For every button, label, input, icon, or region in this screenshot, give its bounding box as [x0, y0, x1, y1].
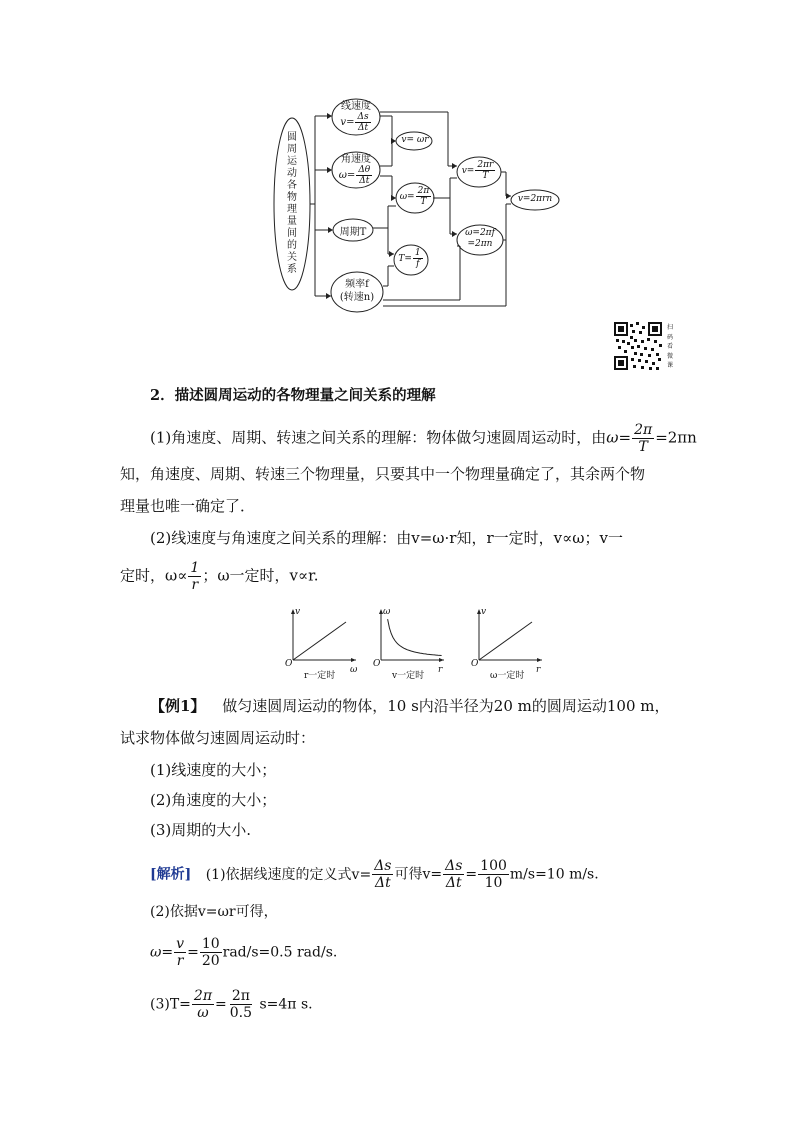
s1-pre: (1)依据线速度的定义式v= — [205, 866, 372, 883]
linear-velocity-label: 线速度 — [341, 101, 371, 112]
graph-2 — [372, 606, 452, 684]
frac-num: 1 — [190, 560, 200, 576]
question-1: (1)线速度的大小； — [150, 761, 277, 779]
s1-eq: = — [465, 866, 478, 883]
T-1-over-f — [394, 248, 428, 269]
p1-text: (1)角速度、周期、转速之间关系的理解：物体做匀速圆周运动时，由 — [150, 428, 607, 447]
y-label: ω — [383, 607, 391, 617]
vertical-title-char: 物 — [287, 192, 297, 203]
frac-den: r — [191, 577, 199, 593]
frac-num: v — [176, 936, 185, 952]
vertical-title-char: 理 — [287, 204, 297, 215]
p2-post: ；ω一定时，v∝r. — [202, 566, 319, 585]
frequency-node — [333, 278, 381, 304]
s3-eq: = — [215, 996, 227, 1013]
frac-den: T — [638, 439, 648, 455]
vertical-title-char: 量 — [287, 216, 297, 227]
x-label: ω — [350, 665, 358, 675]
frac-den: 0.5 — [229, 1005, 253, 1021]
qr-caption-char: 码 — [666, 333, 673, 341]
origin-label: O — [285, 659, 293, 669]
frac-num: 2π — [634, 422, 653, 438]
qr-code-image — [614, 322, 662, 370]
vertical-title-char: 间 — [287, 228, 297, 239]
vertical-title-char: 系 — [287, 264, 297, 275]
y-label: v — [481, 607, 487, 617]
frac-num: Δs — [357, 112, 369, 122]
x-label: r — [438, 665, 443, 675]
s3-pre: (3)T= — [150, 996, 191, 1013]
vertical-title-char: 运 — [287, 156, 297, 167]
rotation-speed-label: (转速n) — [339, 292, 375, 303]
paragraph-1-line-1 — [150, 422, 697, 455]
solution-line-3 — [150, 936, 337, 969]
paragraph-2-line-1: (2)线速度与角速度之间关系的理解：由v=ω·r知，r一定时，v∝ω；v一 — [150, 529, 623, 547]
example-text-1: 做匀速圆周运动的物体，10 s内沿半径为20 m的圆周运动100 m， — [222, 697, 670, 715]
frac-den: Δt — [359, 176, 370, 186]
s2b-eq: = — [187, 944, 199, 961]
question-2: (2)角速度的大小； — [150, 791, 277, 809]
paragraph-1-line-2: 知，角速度、周期、转速三个物理量，只要其中一个物理量确定了，其余两个物 — [120, 465, 646, 483]
angular-velocity-label: 角速度 — [341, 154, 371, 165]
solution-line-2: (2)依据v=ωr可得， — [150, 904, 278, 920]
example-tag: 【例1】 — [150, 697, 206, 715]
qr-caption-char: 微 — [666, 352, 673, 360]
frac-num: 2πr — [477, 160, 494, 170]
angular-velocity-node — [334, 154, 378, 186]
frac-num: 100 — [480, 858, 507, 874]
frac-den: 20 — [201, 953, 220, 969]
s1-tail: m/s=10 m/s. — [509, 866, 599, 883]
x-axis-arrow — [439, 658, 444, 662]
frac-den: Δt — [357, 123, 369, 133]
graph-caption: v一定时 — [392, 671, 425, 681]
qr-code[interactable] — [614, 322, 662, 370]
vertical-title-char: 动 — [287, 168, 297, 179]
frac-den: r — [176, 953, 184, 969]
frac-den: Δt — [374, 875, 391, 891]
frac-den: T — [482, 171, 489, 181]
v-2pirn: v=2πrn — [517, 194, 553, 204]
qr-caption-char: 看 — [666, 343, 673, 350]
qr-caption-char: 扫 — [666, 324, 673, 331]
p1-omega: ω= — [606, 428, 632, 447]
qr-caption — [665, 323, 675, 371]
x-axis-arrow — [351, 658, 356, 662]
frac-den: 10 — [484, 875, 503, 891]
vertical-title-char: 周 — [287, 144, 297, 155]
v-2pir-over-T — [457, 160, 501, 181]
origin-label: O — [471, 659, 479, 669]
y-label: v — [295, 607, 301, 617]
vertical-title-char: 的 — [287, 240, 297, 251]
graph-caption: ω一定时 — [490, 671, 525, 681]
angular-velocity-lhs: ω= — [338, 170, 356, 181]
x-axis-arrow — [537, 658, 542, 662]
s2b-tail: rad/s=0.5 rad/s. — [222, 944, 338, 961]
solution-line-1 — [150, 858, 599, 891]
curve — [388, 619, 442, 655]
x-label: r — [536, 665, 541, 675]
lhs: T= — [398, 253, 412, 264]
solution-line-4 — [150, 988, 313, 1021]
s2b-pre: ω= — [150, 944, 174, 961]
line2: =2πn — [467, 239, 493, 249]
origin-label: O — [373, 659, 381, 669]
frac-num: Δs — [374, 858, 392, 874]
graph-3 — [470, 606, 550, 684]
diagram-labels — [270, 94, 590, 316]
graph-1 — [284, 606, 364, 684]
frac-den: Δt — [445, 875, 462, 891]
frac-num: 2π — [417, 186, 430, 196]
line — [479, 622, 532, 660]
w-2pi-over-T — [397, 186, 435, 207]
s1-mid: 可得v= — [394, 866, 443, 883]
v-eq-wr: v= ωr — [401, 135, 429, 145]
example-line-2: 试求物体做匀速圆周运动时： — [120, 729, 316, 747]
vertical-title-char: 圆 — [287, 132, 297, 143]
linear-velocity-lhs: v= — [340, 117, 355, 128]
s3-tail: s=4π s. — [255, 996, 313, 1013]
qr-caption-char: 课 — [666, 362, 673, 369]
p2-pre: 定时，ω∝ — [120, 566, 188, 585]
linear-velocity-node — [334, 101, 378, 133]
lhs: ω= — [399, 191, 415, 202]
paragraph-1-line-3: 理量也唯一确定了． — [120, 497, 256, 515]
w-2pif — [457, 228, 503, 250]
line1: ω=2πf — [465, 228, 495, 238]
frac-den: ω — [197, 1005, 209, 1021]
p1-tail: =2πn — [655, 428, 697, 447]
frac-num: Δθ — [358, 165, 371, 175]
graph-caption: r一定时 — [304, 671, 336, 681]
paragraph-2-line-2 — [120, 560, 318, 593]
frac-num: 2π — [193, 988, 213, 1004]
frac-num: 2π — [231, 988, 250, 1004]
frac-num: 10 — [201, 936, 220, 952]
period-node: 周期T — [339, 227, 367, 238]
frac-num: Δs — [445, 858, 463, 874]
solution-tag: [解析] — [150, 866, 192, 883]
frac-num: 1 — [414, 248, 421, 258]
line — [293, 622, 346, 660]
vertical-title-char: 关 — [287, 252, 297, 263]
frequency-label: 频率f — [345, 279, 369, 290]
lhs: v= — [461, 165, 475, 176]
section-heading: 2．描述圆周运动的各物理量之间关系的理解 — [150, 387, 436, 404]
frac-den: T — [420, 197, 427, 207]
vertical-title-char: 各 — [287, 180, 297, 191]
vertical-title — [272, 132, 312, 276]
example-line-1 — [150, 696, 669, 716]
frac-den: f — [416, 259, 420, 269]
question-3: (3)周期的大小. — [150, 821, 252, 839]
